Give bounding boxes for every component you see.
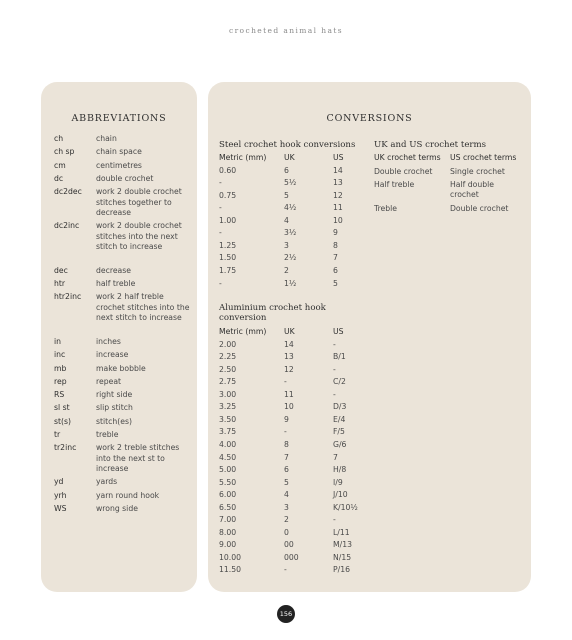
table-cell: 5½ <box>284 178 297 188</box>
table-header-cell: UK <box>284 153 295 162</box>
abbreviation-term: htr <box>54 279 66 289</box>
abbreviation-term: WS <box>54 504 67 513</box>
abbreviations-panel <box>41 82 197 592</box>
table-cell: 2 <box>284 265 289 275</box>
table-cell: 5 <box>284 477 289 487</box>
table-cell: 4½ <box>284 203 297 213</box>
table-cell: 10.00 <box>219 552 242 562</box>
table-cell: 3.25 <box>219 402 237 412</box>
table-cell: 8.00 <box>219 527 237 537</box>
table-cell: 1½ <box>284 278 297 288</box>
abbreviation-definition: repeat <box>96 376 122 386</box>
abbreviation-definition: inches <box>96 336 121 346</box>
table-cell: E/4 <box>333 414 346 424</box>
table-header-cell: Metric (mm) <box>219 153 267 162</box>
abbreviation-definition: slip stitch <box>96 403 133 413</box>
table-cell: 13 <box>333 178 343 188</box>
table-cell: 13 <box>284 352 294 362</box>
table-cell: 11 <box>333 203 343 213</box>
abbreviation-term: dc2inc <box>54 221 80 231</box>
abbreviation-definition: chain space <box>96 147 142 157</box>
table-cell: Double crochet <box>374 166 433 176</box>
table-cell: 11.50 <box>219 565 242 575</box>
abbreviation-term: htr2inc <box>54 292 82 302</box>
abbreviation-definition: wrong side <box>96 504 138 513</box>
table-cell: N/15 <box>333 552 352 562</box>
table-cell: 1.25 <box>219 240 237 250</box>
table-cell: 3.50 <box>219 414 237 424</box>
table-cell: 2½ <box>284 253 297 263</box>
abbreviation-definition: increase <box>96 350 129 360</box>
table-cell: 6 <box>284 465 289 475</box>
table-cell: G/6 <box>333 439 347 449</box>
table-cell: - <box>219 278 222 288</box>
table-header-cell: US <box>333 153 344 162</box>
running-head: crocheted animal hats <box>228 26 344 35</box>
table-cell: - <box>284 427 287 437</box>
table-cell: - <box>284 565 287 575</box>
table-cell: 5 <box>284 190 289 200</box>
table-cell: 7 <box>333 253 338 263</box>
table-cell: - <box>284 377 287 387</box>
abbreviation-definition: stitch(es) <box>96 416 133 426</box>
abbreviation-definition: work 2 double crochet stitches together to decrease <box>96 187 182 217</box>
table-cell: 8 <box>333 240 338 250</box>
abbreviation-term: yd <box>54 477 64 487</box>
table-cell: 0 <box>284 527 289 537</box>
table-cell: K/10½ <box>333 502 358 512</box>
table-cell: Half double crochet <box>450 180 494 200</box>
abbreviation-term: inc <box>54 350 66 360</box>
table-cell: B/1 <box>333 352 346 362</box>
table-cell: Single crochet <box>450 166 505 176</box>
table-cell: 4.50 <box>219 452 237 462</box>
aluminium-section-title: Aluminium crochet hook conversion <box>219 303 326 324</box>
table-cell: 3 <box>284 240 289 250</box>
table-cell: - <box>333 515 336 525</box>
abbreviation-definition: half treble <box>96 279 136 289</box>
page-number: 156 <box>277 605 295 623</box>
table-cell: 0.60 <box>219 165 237 175</box>
table-cell: C/2 <box>333 377 346 387</box>
abbreviation-term: RS <box>54 390 65 400</box>
table-cell: F/5 <box>333 427 345 437</box>
table-cell: Treble <box>374 204 398 213</box>
abbreviation-term: mb <box>54 363 67 373</box>
abbreviation-term: dc <box>54 173 64 183</box>
table-cell: 3 <box>284 502 289 512</box>
table-cell: 7 <box>333 452 338 462</box>
abbreviation-definition: chain <box>96 134 117 143</box>
table-cell: 14 <box>333 165 343 175</box>
abbreviation-definition: yarn round hook <box>96 490 160 500</box>
table-cell: M/13 <box>333 540 353 550</box>
table-cell: 14 <box>284 339 294 349</box>
table-cell: 3½ <box>284 228 297 238</box>
table-cell: 11 <box>284 389 294 399</box>
table-cell: 2.25 <box>219 352 237 362</box>
table-cell: H/8 <box>333 465 347 475</box>
table-cell: 6 <box>333 265 338 275</box>
table-cell: 2.75 <box>219 377 237 387</box>
abbreviation-definition: make bobble <box>96 363 146 373</box>
table-cell: - <box>219 178 222 188</box>
table-cell: 000 <box>284 552 299 562</box>
table-cell: 9.00 <box>219 540 237 550</box>
table-cell: 1.75 <box>219 265 237 275</box>
abbreviation-term: ch sp <box>54 147 75 157</box>
abbreviation-term: in <box>54 336 62 346</box>
abbreviation-term: ch <box>54 134 64 143</box>
table-cell: Half treble <box>374 180 415 189</box>
table-cell: I/9 <box>333 477 343 487</box>
table-cell: - <box>219 228 222 238</box>
abbreviation-definition: right side <box>96 390 133 400</box>
abbreviation-definition: treble <box>96 430 119 439</box>
steel-section-title: Steel crochet hook conversions <box>219 140 356 150</box>
table-cell: 2.50 <box>219 364 237 374</box>
table-cell: P/16 <box>333 565 351 575</box>
abbreviation-definition: double crochet <box>96 173 154 183</box>
table-cell: J/10 <box>333 490 348 500</box>
conversions-title: CONVERSIONS <box>326 113 413 124</box>
table-cell: - <box>219 203 222 213</box>
table-header-cell: UK crochet terms <box>374 153 441 162</box>
table-cell: 3.75 <box>219 427 237 437</box>
table-header-cell: US <box>333 327 344 336</box>
table-cell: Double crochet <box>450 204 509 213</box>
table-cell: - <box>333 364 336 374</box>
table-cell: 12 <box>284 364 294 374</box>
abbreviation-term: rep <box>54 376 67 386</box>
table-cell: 12 <box>333 190 343 200</box>
abbreviation-term: dc2dec <box>54 187 82 197</box>
abbreviation-definition: decrease <box>96 265 132 275</box>
table-cell: L/11 <box>333 527 350 537</box>
abbreviation-definition: work 2 half treble crochet stitches into the next stitch to increase <box>96 292 190 323</box>
abbreviations-title: ABBREVIATIONS <box>71 113 167 124</box>
table-cell: 10 <box>333 215 343 225</box>
table-cell: 10 <box>284 402 294 412</box>
table-cell: 2.00 <box>219 339 237 349</box>
abbreviation-term: yrh <box>54 490 67 500</box>
abbreviation-definition: yards <box>96 477 118 487</box>
table-cell: 1.50 <box>219 253 237 263</box>
table-header-cell: UK <box>284 327 295 336</box>
table-cell: 9 <box>284 414 289 424</box>
table-cell: 8 <box>284 439 289 449</box>
table-cell: 00 <box>284 540 294 550</box>
abbreviation-definition: centimetres <box>96 160 142 170</box>
table-cell: 2 <box>284 515 289 525</box>
table-header-cell: US crochet terms <box>450 153 517 162</box>
abbreviation-definition: work 2 treble stitches into the next st to increase <box>96 443 180 474</box>
table-cell: 4 <box>284 215 289 225</box>
abbreviation-definition: work 2 double crochet stitches into the next stitch to increase <box>96 221 182 252</box>
abbreviation-term: dec <box>54 265 68 275</box>
abbreviation-term: sl st <box>54 403 70 413</box>
table-cell: 5.00 <box>219 465 237 475</box>
abbreviation-term: st(s) <box>54 416 72 426</box>
table-cell: - <box>333 389 336 399</box>
table-cell: 3.00 <box>219 389 237 399</box>
table-cell: 0.75 <box>219 190 237 200</box>
table-cell: 6 <box>284 165 289 175</box>
conversions-panel <box>208 82 531 592</box>
table-cell: 7.00 <box>219 515 237 525</box>
table-cell: 4.00 <box>219 439 237 449</box>
terms-section-title: UK and US crochet terms <box>374 140 487 150</box>
table-cell: 4 <box>284 490 289 500</box>
table-cell: 9 <box>333 228 338 238</box>
abbreviation-term: tr2inc <box>54 443 77 453</box>
table-cell: 6.00 <box>219 490 237 500</box>
table-cell: 5.50 <box>219 477 237 487</box>
table-cell: 5 <box>333 278 338 288</box>
table-cell: 1.00 <box>219 215 237 225</box>
table-cell: 6.50 <box>219 502 237 512</box>
table-header-cell: Metric (mm) <box>219 327 267 336</box>
table-cell: 7 <box>284 452 289 462</box>
abbreviation-term: cm <box>54 160 66 170</box>
table-cell: D/3 <box>333 402 347 412</box>
table-cell: - <box>333 339 336 349</box>
abbreviation-term: tr <box>54 430 61 439</box>
